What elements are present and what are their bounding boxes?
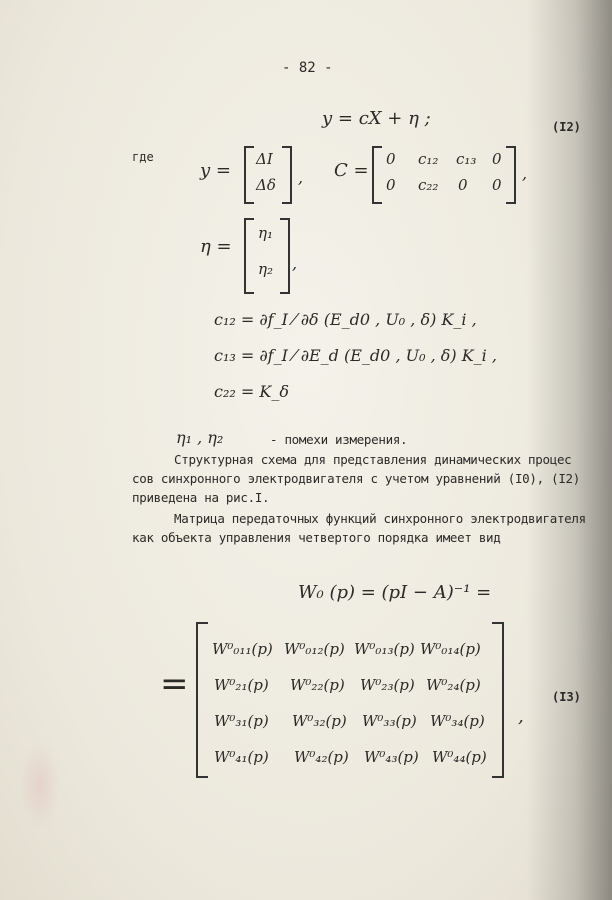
coefficient-c22: c₂₂ = K_δ <box>214 382 289 401</box>
paragraph-line: Структурная схема для представления динамических процес <box>174 452 572 467</box>
w-matrix-cell: W⁰₄₄(p) <box>432 748 487 766</box>
w-matrix-cell: W⁰₂₄(p) <box>426 676 481 694</box>
equation-13-equals: = <box>160 664 189 704</box>
w-matrix-cell: W⁰₄₃(p) <box>364 748 419 766</box>
eta-definition-comma: , <box>292 254 298 273</box>
w-matrix-cell: W⁰₀₁₃(p) <box>354 640 415 658</box>
eta-vector-left-bracket <box>244 218 254 294</box>
w-matrix-left-bracket <box>196 622 208 778</box>
c-matrix-cell: c₁₂ <box>418 150 439 168</box>
c-matrix-cell: c₁₃ <box>456 150 477 168</box>
paragraph-line: сов синхронного электродвигателя с учетом уравнений (I0), (I2) <box>132 471 580 486</box>
c-matrix-cell: 0 <box>458 176 468 194</box>
w-matrix-cell: W⁰₂₃(p) <box>360 676 415 694</box>
w-matrix-cell: W⁰₀₁₄(p) <box>420 640 481 658</box>
noise-variables: η₁ , η₂ <box>176 428 224 447</box>
c-matrix-cell: 0 <box>386 176 396 194</box>
coefficient-c13: c₁₃ = ∂f_I ⁄ ∂E_d (E_d0 , U₀ , δ) K_i , <box>214 346 497 365</box>
w-matrix-cell: W⁰₂₂(p) <box>290 676 345 694</box>
equation-13-definition: W₀ (p) = (pI − A)⁻¹ = <box>298 582 492 603</box>
paragraph-line: как объекта управления четвертого порядка имеет вид <box>132 530 501 545</box>
c-matrix-cell: 0 <box>492 176 502 194</box>
eta-vector-entry: η₁ <box>258 224 273 242</box>
w-matrix-cell: W⁰₃₃(p) <box>362 712 417 730</box>
equation-12: y = cX + η ; <box>322 108 431 129</box>
equation-13-label: (I3) <box>552 690 581 704</box>
w-matrix-cell: W⁰₄₁(p) <box>214 748 269 766</box>
paragraph-line: приведена на рис.I. <box>132 490 270 505</box>
eta-vector-entry: η₂ <box>258 260 273 278</box>
c-matrix-cell: c₂₂ <box>418 176 439 194</box>
paragraph-line: Матрица передаточных функций синхронного электродвигателя <box>174 511 586 526</box>
w-matrix-cell: W⁰₃₄(p) <box>430 712 485 730</box>
c-matrix-cell: 0 <box>492 150 502 168</box>
c-matrix-left-bracket <box>372 146 382 204</box>
c-definition-lhs: C = <box>334 160 369 181</box>
y-definition-lhs: y = <box>200 160 231 181</box>
equation-12-label: (I2) <box>552 120 581 134</box>
w-matrix-cell: W⁰₂₁(p) <box>214 676 269 694</box>
y-definition-comma: , <box>298 168 304 187</box>
y-vector-right-bracket <box>282 146 292 204</box>
w-matrix-cell: W⁰₃₁(p) <box>214 712 269 730</box>
c-matrix-right-bracket <box>506 146 516 204</box>
page-number: - 82 - <box>282 60 333 76</box>
w-matrix-cell: W⁰₄₂(p) <box>294 748 349 766</box>
w-matrix-right-bracket <box>492 622 504 778</box>
w-matrix-cell: W⁰₀₁₂(p) <box>284 640 345 658</box>
c-definition-comma: , <box>522 164 528 183</box>
noise-description: - помехи измерения. <box>270 432 408 447</box>
eta-vector-right-bracket <box>280 218 290 294</box>
where-word: где <box>132 150 154 164</box>
y-vector-entry: ΔI <box>256 150 273 168</box>
eta-definition-lhs: η = <box>200 236 232 257</box>
w-matrix-cell: W⁰₃₂(p) <box>292 712 347 730</box>
equation-13-comma: , <box>518 706 524 727</box>
w-matrix-cell: W⁰₀₁₁(p) <box>212 640 273 658</box>
y-vector-entry: Δδ <box>256 176 276 194</box>
paper-stain <box>20 740 60 830</box>
y-vector-left-bracket <box>244 146 254 204</box>
c-matrix-cell: 0 <box>386 150 396 168</box>
coefficient-c12: c₁₂ = ∂f_I ⁄ ∂δ (E_d0 , U₀ , δ) K_i , <box>214 310 477 329</box>
